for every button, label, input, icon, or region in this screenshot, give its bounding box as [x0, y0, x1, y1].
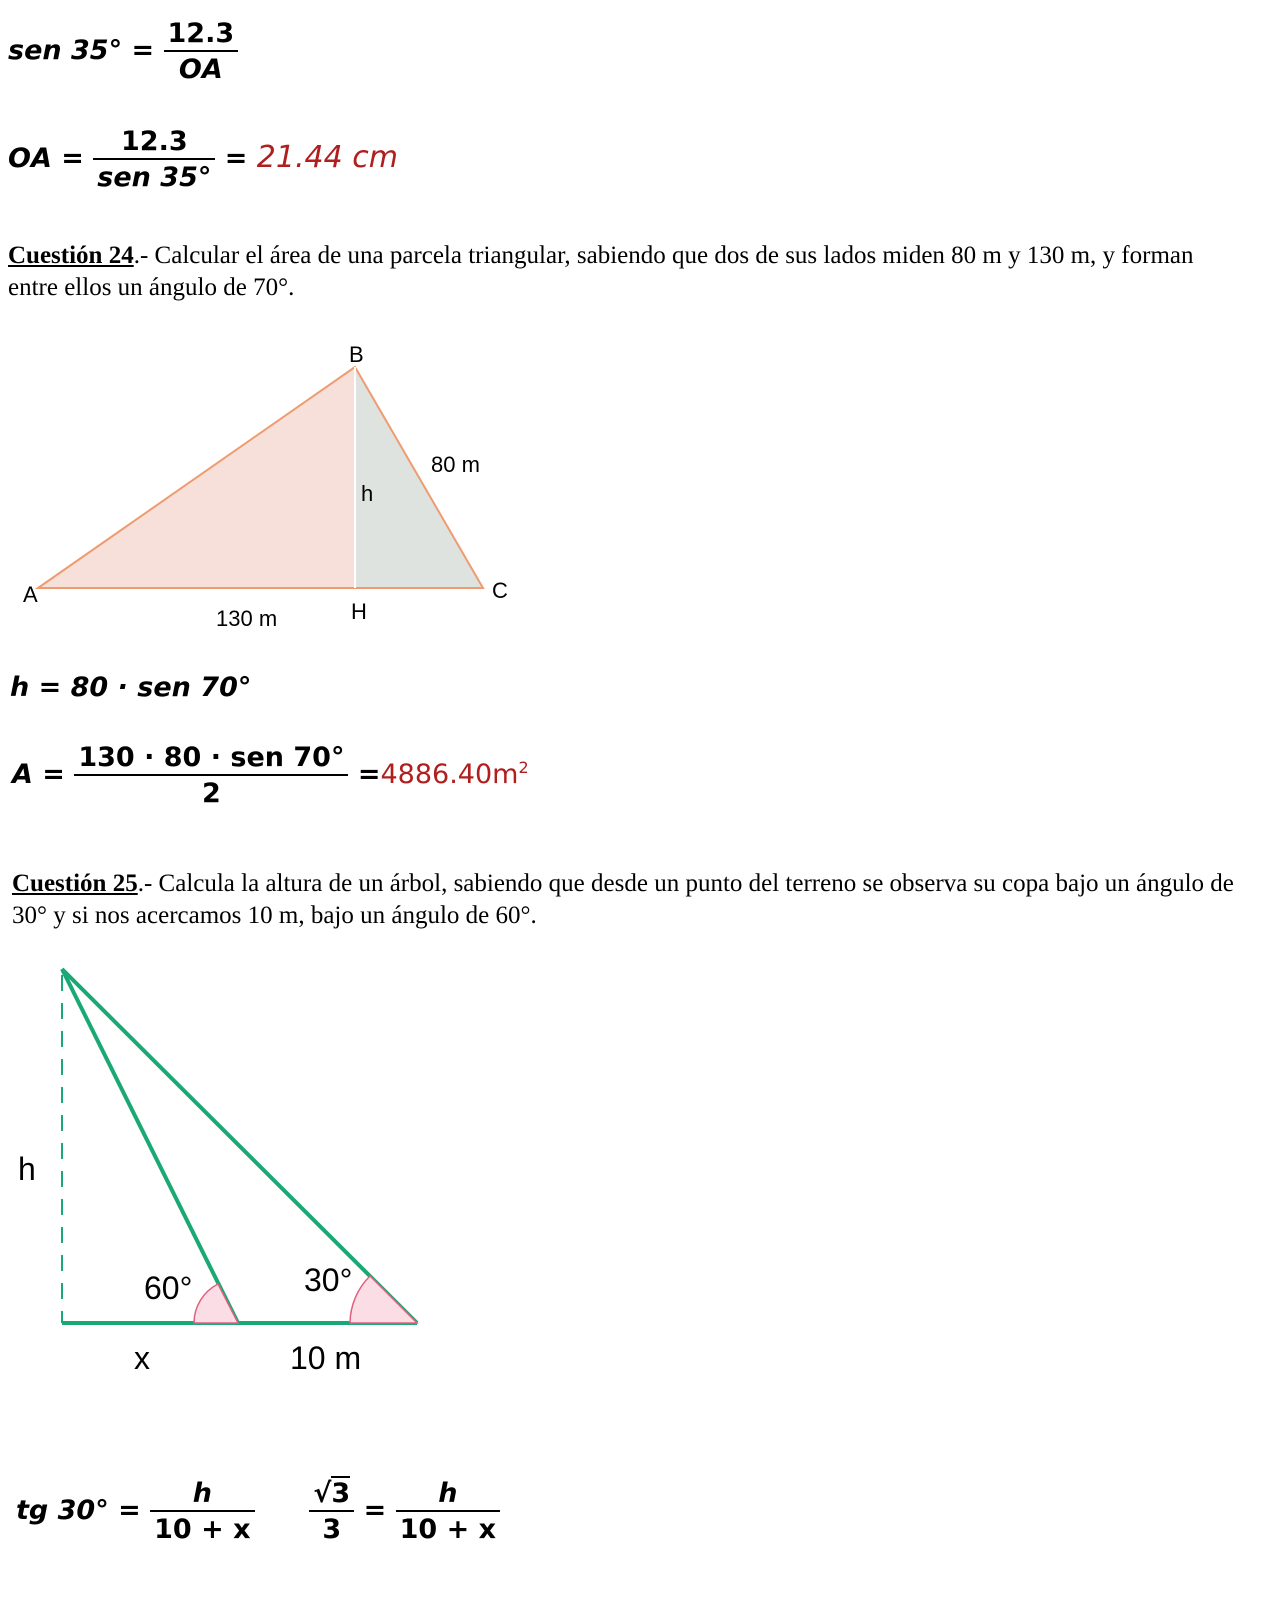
eq4-numerator: 130 · 80 · sen 70°: [78, 742, 345, 773]
label-c: C: [492, 578, 508, 603]
equation-oa: [8, 126, 398, 193]
label-a: A: [23, 582, 38, 607]
eq4-result-value: 4886.40m: [380, 759, 519, 790]
q24-title: Cuestión 24: [8, 242, 134, 269]
eq4-result: [380, 759, 528, 790]
equation-area: [12, 742, 529, 809]
angle-arc-60: [194, 1284, 238, 1323]
equation-tan30: [16, 1478, 500, 1545]
eq1-fraction: [164, 18, 239, 85]
question-25: [12, 868, 1252, 932]
eq5-sqrt-denominator: 3: [309, 1510, 354, 1545]
eq5-sqrt-radicand: 3: [331, 1478, 351, 1509]
label-h-point: H: [351, 599, 367, 624]
label-60: 60°: [144, 1270, 193, 1306]
label-b: B: [349, 342, 364, 367]
eq4-fraction: [74, 742, 348, 809]
tree-figure-25: [0, 955, 460, 1395]
equation-sin35: [8, 18, 238, 85]
eq5-lhs: tg 30° =: [16, 1495, 141, 1526]
equation-h: h = 80 · sen 70°: [10, 672, 252, 703]
triangle-figure-24: [0, 330, 540, 640]
q24-text: .- Calcular el área de una parcela triangular, sabiendo que dos de sus lados miden 80 m y 130 m, y forman entre ellos un ángulo de 70°.: [8, 242, 1194, 301]
label-h: h: [361, 481, 374, 506]
label-80m: 80 m: [431, 452, 480, 477]
eq1-denominator: OA: [164, 50, 239, 85]
eq4-denominator: 2: [74, 774, 348, 809]
eq5-sqrt-fraction: [309, 1478, 354, 1545]
q25-title: Cuestión 25: [12, 870, 138, 897]
eq4-equals: =: [357, 759, 381, 790]
angle-arc-30: [350, 1276, 417, 1323]
eq2-lhs: OA =: [8, 143, 84, 174]
q25-text: .- Calcula la altura de un árbol, sabiendo que desde un punto del terreno se observa su copa bajo un ángulo de 30° y si nos acercamos 10 m, bajo un ángulo de 60°.: [12, 870, 1234, 929]
eq5-denominator-2: 10 + x: [396, 1510, 500, 1545]
label-h: h: [18, 1151, 36, 1187]
eq5-denominator: 10 + x: [150, 1510, 254, 1545]
eq5-fraction-2: [396, 1478, 500, 1545]
eq5-numerator: h: [192, 1478, 212, 1509]
eq1-numerator: 12.3: [167, 18, 235, 49]
eq2-equals: =: [224, 143, 248, 174]
eq5-fraction: [150, 1478, 254, 1545]
eq4-lhs: A =: [12, 759, 65, 790]
eq2-result: 21.44 cm: [256, 140, 398, 175]
label-130m: 130 m: [216, 606, 278, 631]
eq5-numerator-2: h: [438, 1478, 458, 1509]
eq2-denominator: sen 35°: [93, 158, 215, 193]
eq5-equals: =: [363, 1495, 387, 1526]
question-24: [8, 240, 1248, 304]
eq2-numerator: 12.3: [121, 126, 188, 157]
label-10m: 10 m: [290, 1340, 362, 1376]
label-x: x: [134, 1340, 150, 1376]
eq1-lhs: sen 35° =: [8, 35, 155, 66]
sight-line-30: [62, 969, 417, 1323]
eq5-sqrt-numerator: √3: [313, 1478, 351, 1509]
label-30: 30°: [304, 1262, 353, 1298]
eq2-fraction: [93, 126, 215, 193]
eq4-result-exponent: 2: [518, 758, 529, 777]
